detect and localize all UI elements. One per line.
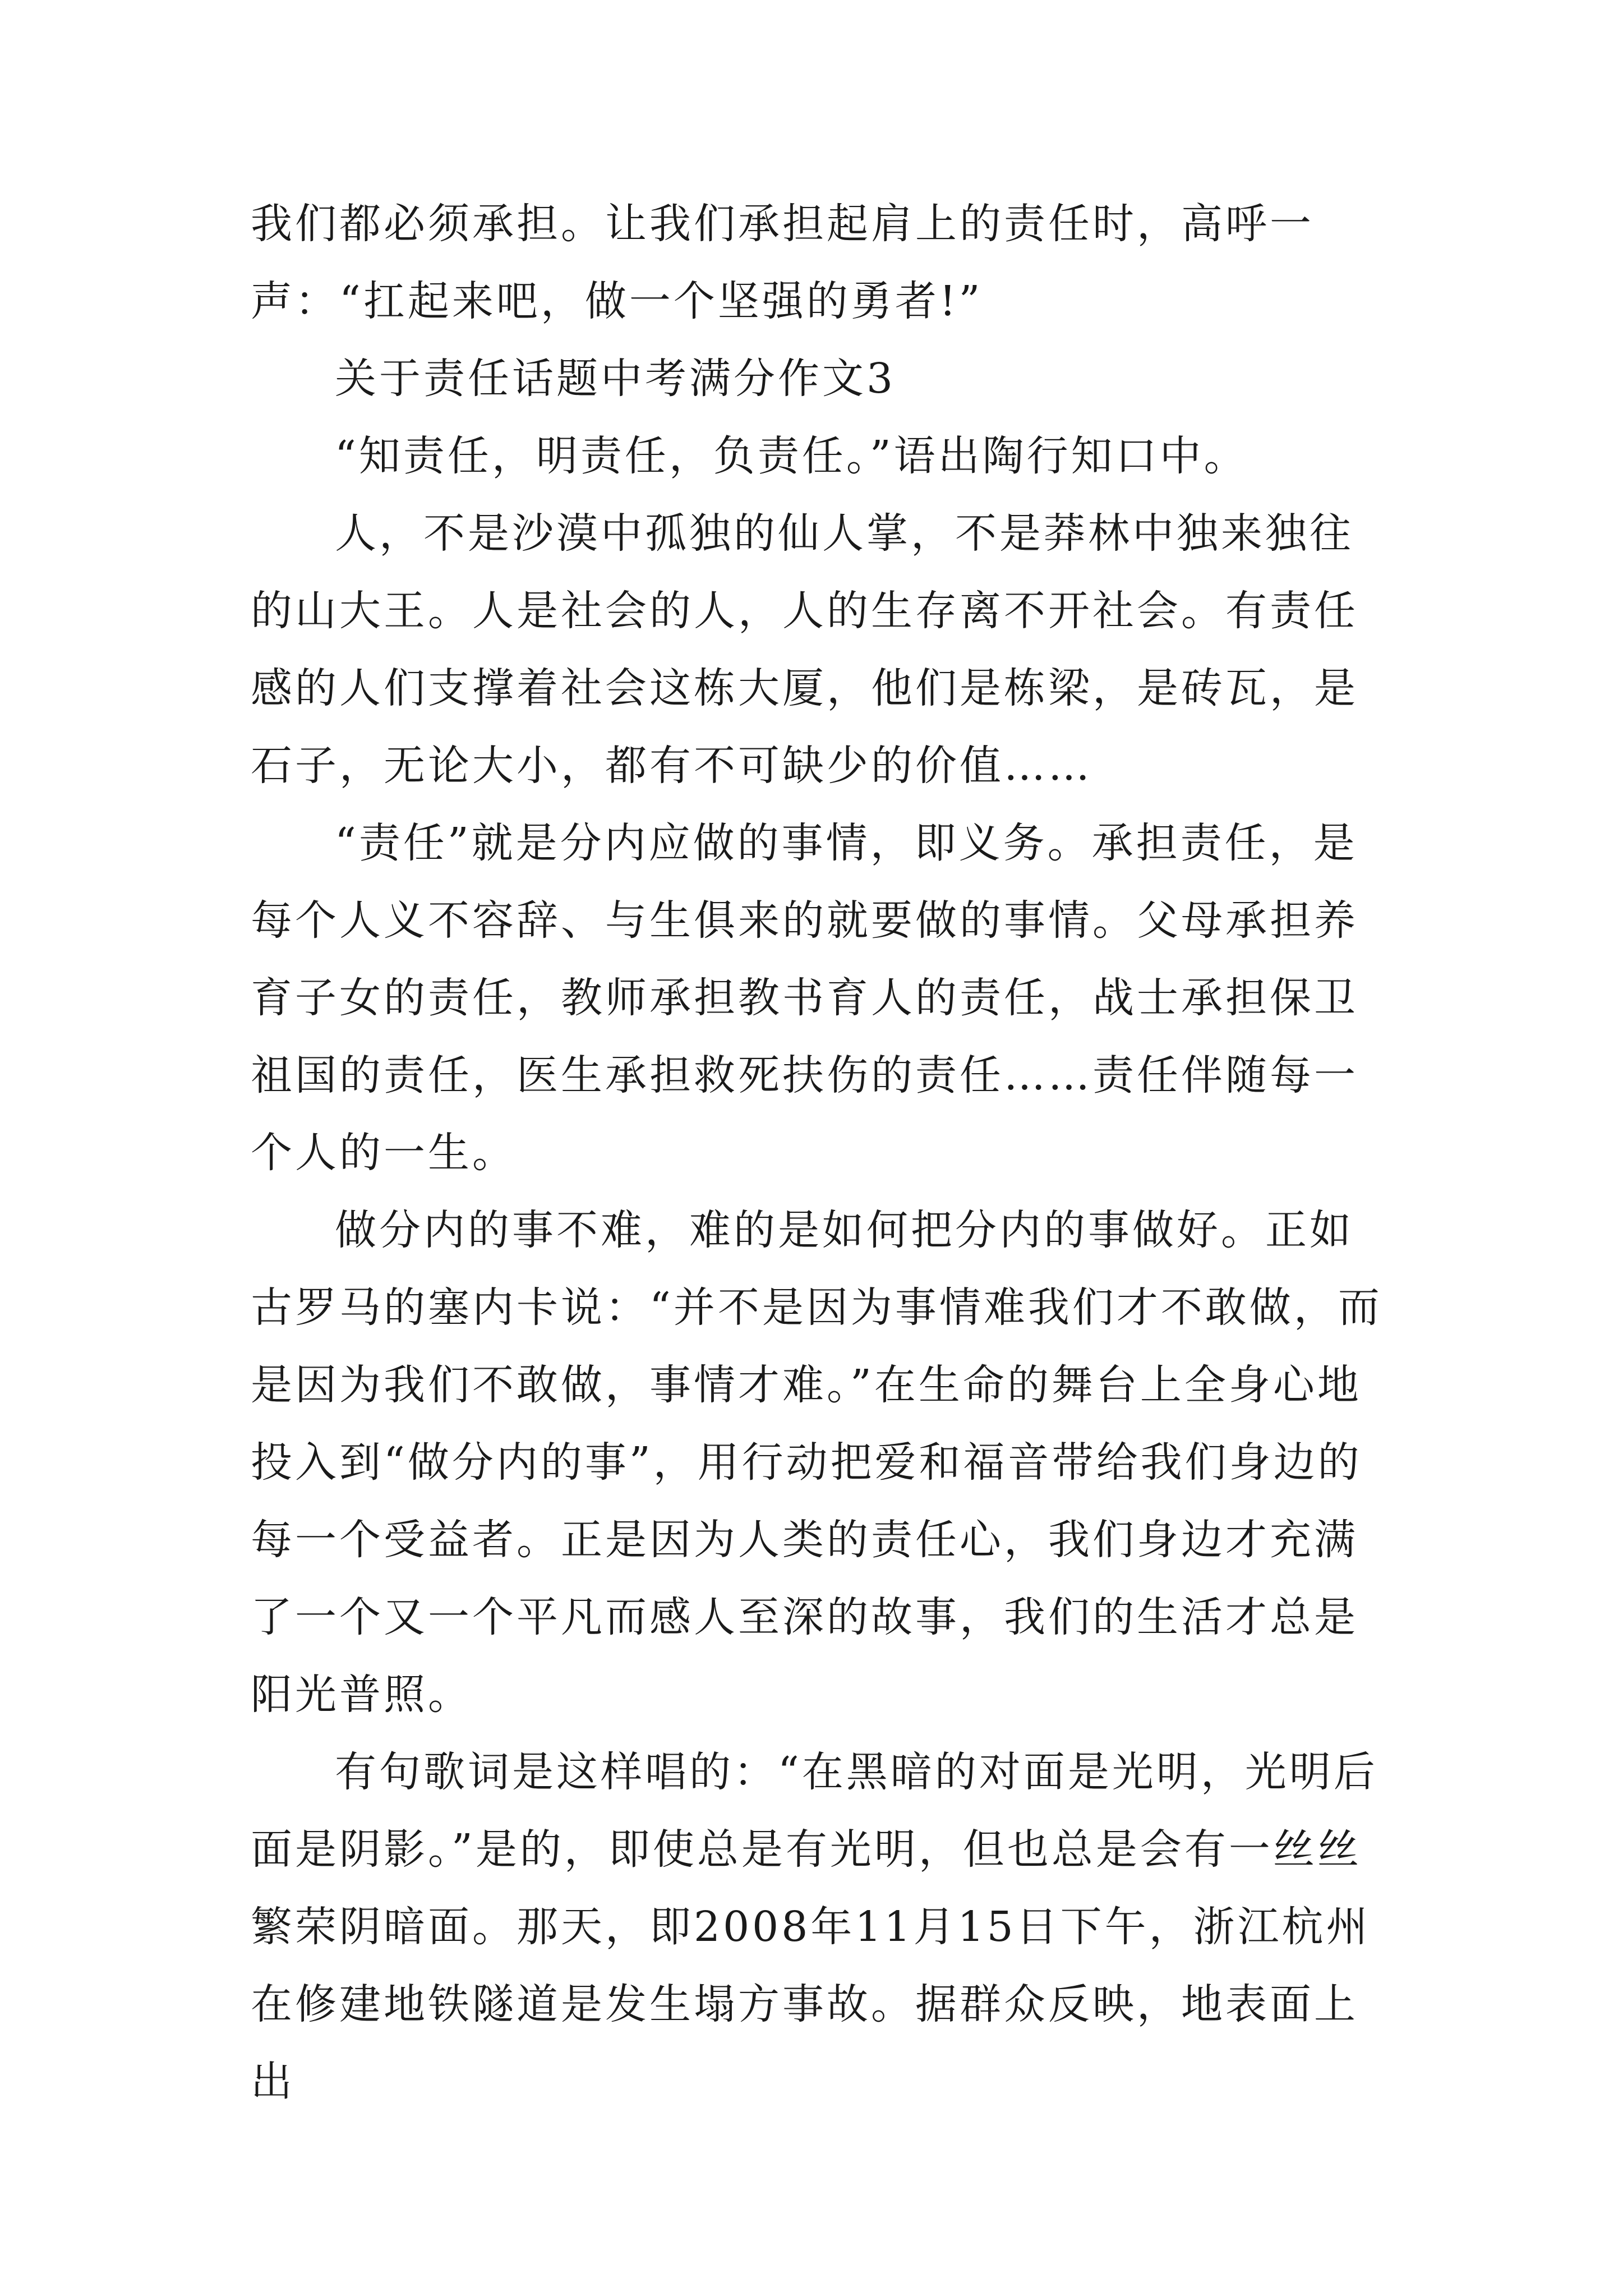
paragraph-duty: “责任”就是分内应做的事情，即义务。承担责任，是每个人义不容辞、与生俱来的就要做的事情。父母承担养育子女的责任，教师承担教书育人的责任，战士承担保卫祖国的责任，医生承担救死扶伤的责任……责任伴随每一个人的一生。 bbox=[251, 819, 1358, 1177]
paragraph-seneca: 做分内的事不难，难的是如何把分内的事做好。正如古罗马的塞内卡说：“并不是因为事情难我们才不敢做，而是因为我们不敢做，事情才难。”在生命的舞台上全身心地投入到“做分内的事”，用行动把爱和福音带给我们身边的每一个受益者。正是因为人类的责任心，我们身边才充满了一个又一个平凡而感人至深的故事，我们的生活才总是阳光普照。 bbox=[251, 1206, 1382, 1719]
paragraph-society: 人，不是沙漠中孤独的仙人掌，不是莽林中独来独往的山大王。人是社会的人，人的生存离不开社会。有责任感的人们支撑着社会这栋大厦，他们是栋梁，是砖瓦，是石子，无论大小，都有不可缺少的价值…… bbox=[251, 509, 1358, 790]
paragraph-quote: “知责任，明责任，负责任。”语出陶行知口中。 bbox=[335, 432, 1248, 480]
document-body bbox=[251, 185, 1387, 2120]
paragraph-opening: 我们都必须承担。让我们承担起肩上的责任时，高呼一声：“扛起来吧，做一个坚强的勇者!” bbox=[251, 200, 1314, 325]
paragraph-lyrics: 有句歌词是这样唱的：“在黑暗的对面是光明，光明后面是阴影。”是的，即使总是有光明，但也总是会有一丝丝繁荣阴暗面。那天，即2008年11月15日下午，浙江杭州在修建地铁隧道是发生塌方事故。据群众反映，地表面上出 bbox=[251, 1748, 1378, 2106]
essay-title: 关于责任话题中考满分作文3 bbox=[335, 355, 896, 403]
